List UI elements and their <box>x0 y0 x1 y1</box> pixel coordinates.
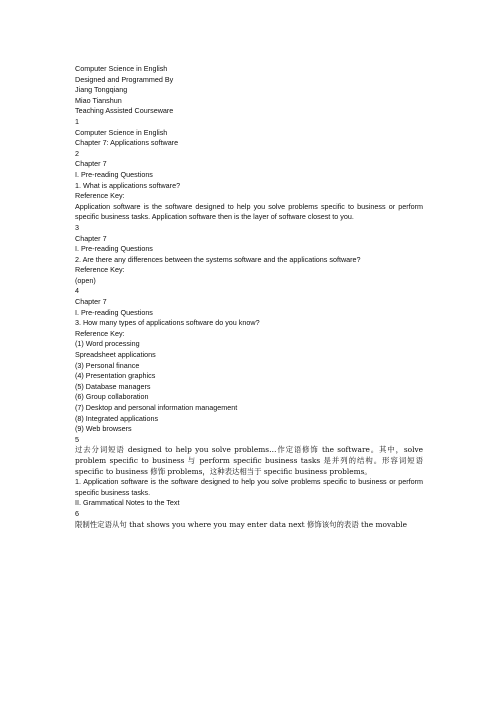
document-line: Reference Key: <box>75 265 125 275</box>
document-line: Reference Key: <box>75 191 125 201</box>
document-line: (3) Personal finance <box>75 360 140 370</box>
document-line: 2 <box>75 148 79 158</box>
document-line: (1) Word processing <box>75 339 140 349</box>
document-line: 5 <box>75 434 79 444</box>
document-line: I. Pre-reading Questions <box>75 244 153 254</box>
document-line: Chapter 7 <box>75 233 107 243</box>
document-line: I. Pre-reading Questions <box>75 169 153 179</box>
document-line: Chapter 7: Applications software <box>75 138 179 148</box>
document-line: 4 <box>75 286 79 296</box>
document-line: I. Pre-reading Questions <box>75 307 153 317</box>
document-line: Computer Science in English <box>75 127 168 137</box>
document-line: 3. How many types of applications software do you know? <box>75 318 260 328</box>
document-line: (9) Web browsers <box>75 424 132 434</box>
document-line: (open) <box>75 275 96 285</box>
document-line: 6 <box>75 508 79 518</box>
document-paragraph: 1. Application software is the software designed to help you solve problems specific to business or perform specific business tasks. <box>75 477 423 497</box>
document-line: 1. What is applications software? <box>75 180 181 190</box>
document-line: Chapter 7 <box>75 297 107 307</box>
document-line: Miao Tianshun <box>75 95 122 105</box>
document-line: Reference Key: <box>75 328 125 338</box>
document-paragraph: 过去分词短语 designed to help you solve problems…作定语修饰 the software。其中，solve problem specific to business 与 perform specific business tasks 是并列的结构。形容词短语 specific to business 修饰 problems，这种表达相当于 specific business problems。 <box>75 445 423 476</box>
document-line: (4) Presentation graphics <box>75 371 156 381</box>
document-line: II. Grammatical Notes to the Text <box>75 498 180 508</box>
document-line: (6) Group collaboration <box>75 392 149 402</box>
document-line: (7) Desktop and personal information management <box>75 403 238 412</box>
document-line: 限制性定语从句 that shows you where you may enter data next 修饰该句的表语 the movable <box>75 519 408 529</box>
document-line: 3 <box>75 222 79 232</box>
document-line: Designed and Programmed By <box>75 74 174 84</box>
document-body <box>75 64 423 530</box>
document-line: (5) Database managers <box>75 381 151 391</box>
document-line: Jiang Tongqiang <box>75 85 128 95</box>
document-line: Chapter 7 <box>75 159 107 169</box>
document-line: Teaching Assisted Courseware <box>75 106 174 116</box>
document-line: Spreadsheet applications <box>75 350 156 360</box>
document-line: (8) Integrated applications <box>75 413 159 423</box>
document-line: Computer Science in English <box>75 64 168 73</box>
document-line: 2. Are there any differences between the systems software and the applications software? <box>75 254 361 264</box>
document-line: 1 <box>75 116 79 126</box>
document-paragraph: Application software is the software designed to help you solve problems specific to business or perform specific business tasks. Application software then is the layer of software closest to you. <box>75 201 423 222</box>
